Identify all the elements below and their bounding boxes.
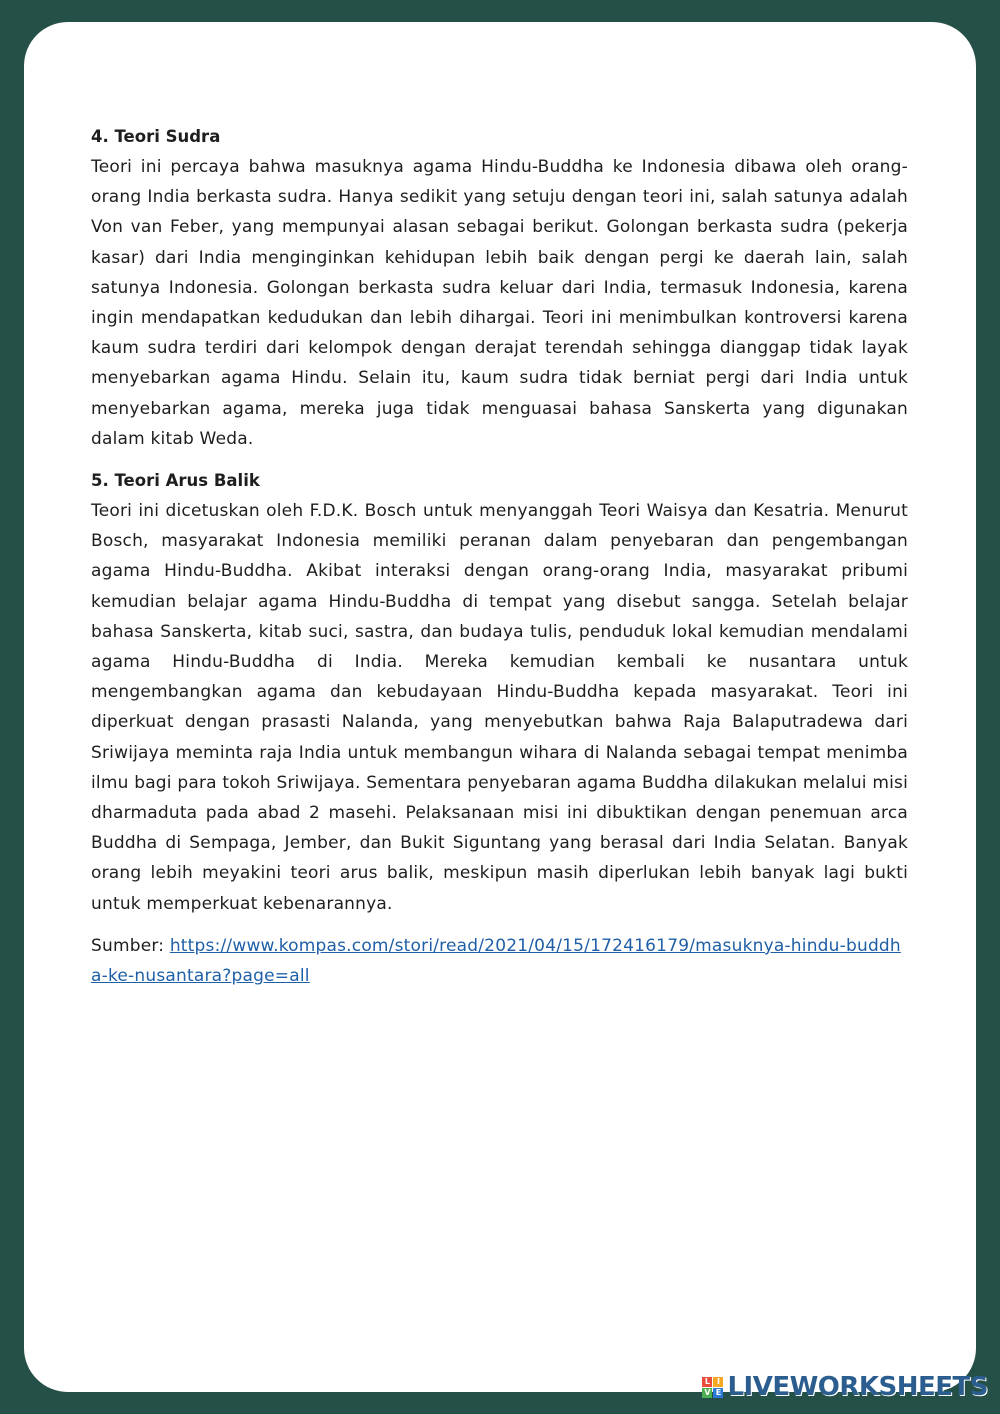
section-body-teori-arus-balik: Teori ini dicetuskan oleh F.D.K. Bosch untuk menyanggah Teori Waisya dan Kesatria. Menurut Bosch, masyarakat Indonesia memiliki peranan dalam penyebaran dan pengembangan agama Hindu-Buddha. Akibat interaksi dengan orang-orang India, masyarakat pribumi kemudian belajar agama Hindu-Buddha di tempat yang disebut sangga. Setelah belajar bahasa Sanskerta, kitab suci, sastra, dan budaya tulis, penduduk lokal kemudian mendalami agama Hindu-Buddha di India. Mereka kemudian kembali ke nusantara untuk mengembangkan agama dan kebudayaan Hindu-Buddha kepada masyarakat. Teori ini diperkuat dengan prasasti Nalanda, yang menyebutkan bahwa Raja Balaputradewa dari Sriwijaya meminta raja India untuk membangun wihara di Nalanda sebagai tempat menimba ilmu bagi para tokoh Sriwijaya. Sementara penyebaran agama Buddha dilakukan melalui misi dharmaduta pada abad 2 masehi. Pelaksanaan misi ini dibuktikan dengan penemuan arca Buddha di Sempaga, Jember, dan Bukit Siguntang yang berasal dari India Selatan. Banyak orang lebih meyakini teori arus balik, meskipun masih diperlukan lebih banyak lagi bukti untuk memperkuat kebenarannya. — [91, 501, 908, 914]
liveworksheets-logo-icon — [702, 1377, 723, 1398]
logo-letter-e: E — [713, 1388, 723, 1398]
source-link[interactable]: https://www.kompas.com/stori/read/2021/04/15/172416179/masuknya-hindu-buddha-ke-nusantara?page=all — [91, 935, 901, 987]
liveworksheets-watermark — [702, 1372, 988, 1402]
source-citation — [91, 931, 908, 991]
document-content — [91, 122, 908, 991]
logo-letter-v: V — [704, 1387, 711, 1397]
logo-letter-i: I — [713, 1377, 723, 1387]
section-title-teori-arus-balik: 5. Teori Arus Balik — [91, 471, 260, 491]
section-title-teori-sudra: 4. Teori Sudra — [91, 127, 221, 146]
worksheet-page — [24, 22, 976, 1392]
section-body-teori-sudra: Teori ini percaya bahwa masuknya agama Hindu-Buddha ke Indonesia dibawa oleh orang-orang India berkasta sudra. Hanya sedikit yang setuju dengan teori ini, salah satunya adalah Von van Feber, yang mempunyai alasan sebagai berikut. Golongan berkasta sudra (pekerja kasar) dari India menginginkan kehidupan lebih baik dengan pergi ke daerah lain, salah satunya Indonesia. Golongan berkasta sudra keluar dari India, termasuk Indonesia, karena ingin mendapatkan kedudukan dan lebih dihargai. Teori ini menimbulkan kontroversi karena kaum sudra terdiri dari kelompok dengan derajat terendah sehingga dianggap tidak layak menyebarkan agama Hindu. Selain itu, kaum sudra tidak berniat pergi dari India untuk menyebarkan agama, mereka juga tidak menguasai bahasa Sanskerta yang digunakan dalam kitab Weda. — [91, 157, 908, 449]
logo-letter-l: L — [702, 1377, 712, 1387]
source-label: Sumber: — [91, 935, 170, 956]
watermark-text: LIVEWORKSHEETS — [727, 1372, 988, 1402]
